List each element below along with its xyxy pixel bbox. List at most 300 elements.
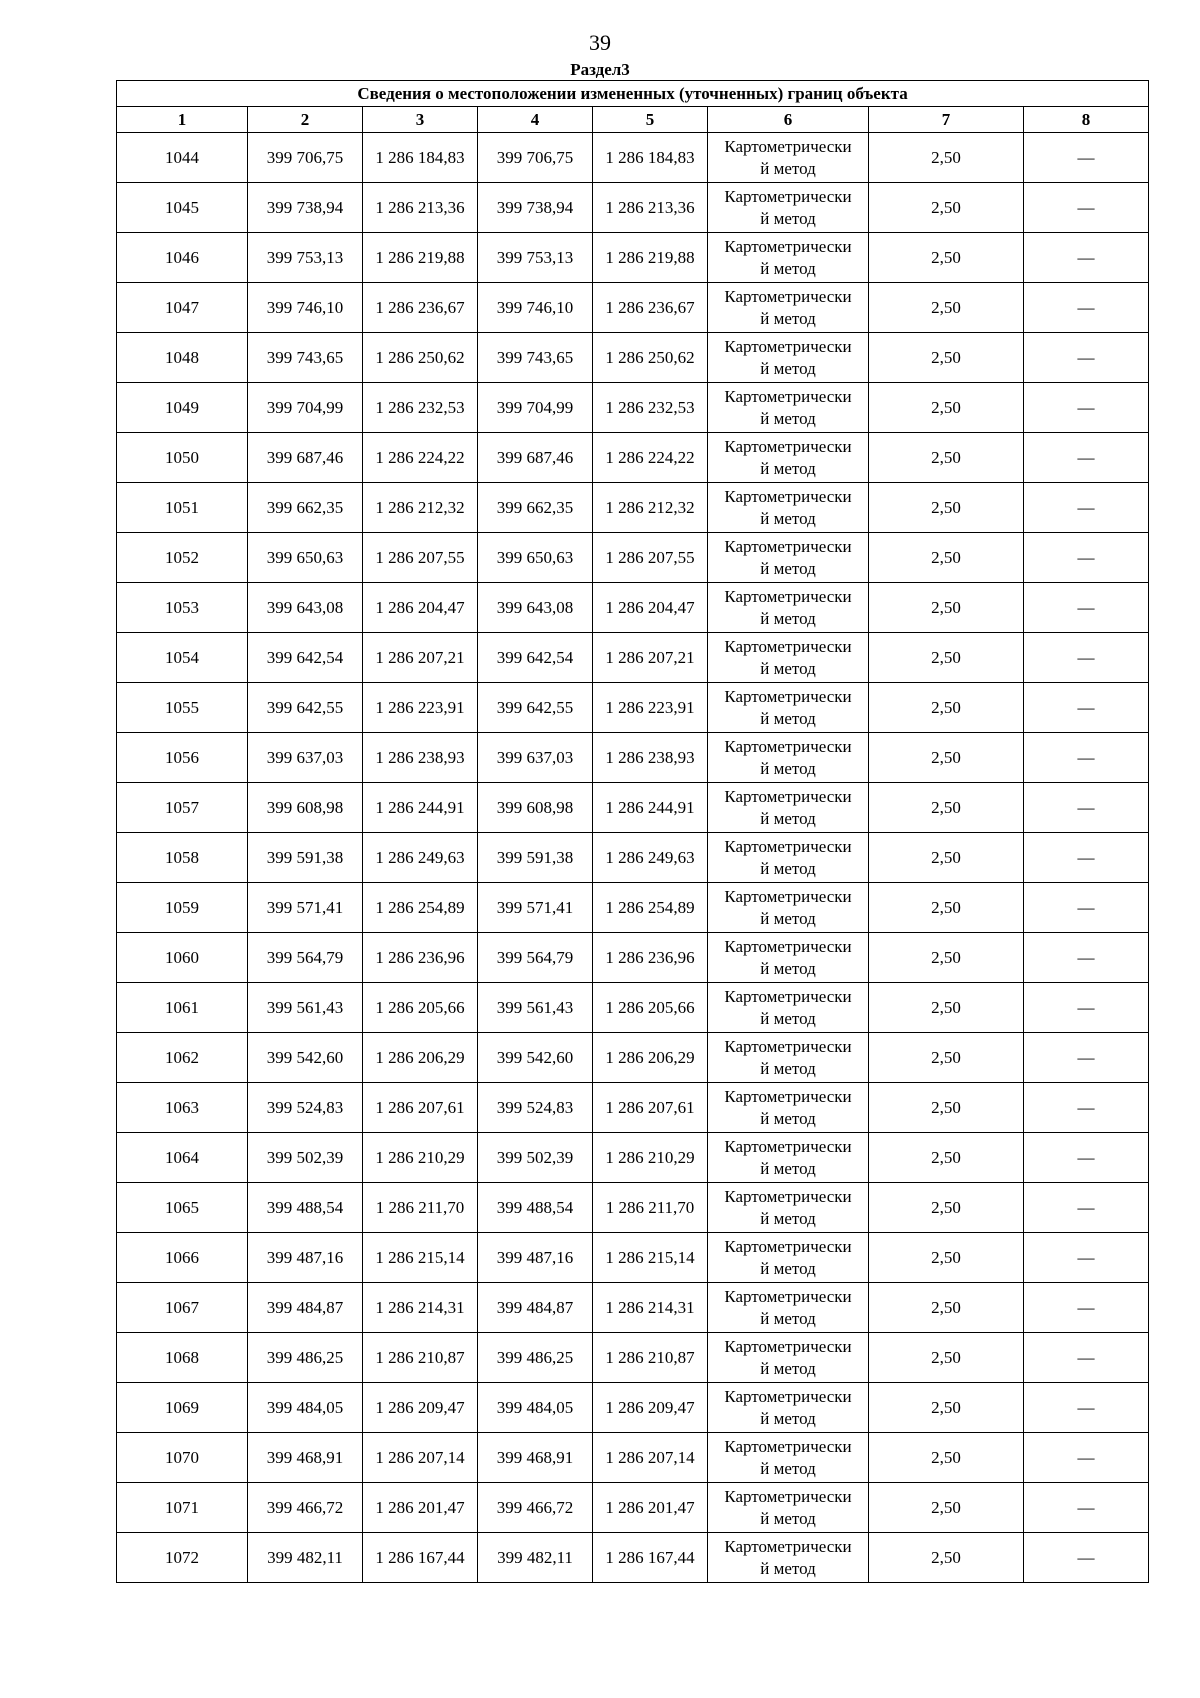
old-y-cell: 1 286 219,88 — [363, 233, 478, 283]
table-row — [117, 133, 1149, 183]
new-y-cell: 1 286 207,55 — [593, 533, 708, 583]
method-line: й метод — [760, 1508, 816, 1528]
old-x-cell: 399 608,98 — [248, 783, 363, 833]
description-cell: — — [1024, 883, 1149, 933]
accuracy-cell: 2,50 — [869, 183, 1024, 233]
new-x-cell: 399 488,54 — [478, 1183, 593, 1233]
new-x-cell: 399 468,91 — [478, 1433, 593, 1483]
point-number-cell: 1051 — [117, 483, 248, 533]
new-x-cell: 399 486,25 — [478, 1333, 593, 1383]
new-y-cell: 1 286 236,67 — [593, 283, 708, 333]
method-cell — [708, 1483, 869, 1533]
old-y-cell: 1 286 223,91 — [363, 683, 478, 733]
method-line: Картометрически — [724, 536, 852, 556]
table-row — [117, 583, 1149, 633]
new-x-cell: 399 743,65 — [478, 333, 593, 383]
description-cell: — — [1024, 1433, 1149, 1483]
old-y-cell: 1 286 250,62 — [363, 333, 478, 383]
old-x-cell: 399 542,60 — [248, 1033, 363, 1083]
table-row — [117, 1483, 1149, 1533]
method-cell — [708, 1183, 869, 1233]
old-y-cell: 1 286 207,14 — [363, 1433, 478, 1483]
method-line: й метод — [760, 1058, 816, 1078]
old-x-cell: 399 743,65 — [248, 333, 363, 383]
accuracy-cell: 2,50 — [869, 583, 1024, 633]
method-cell — [708, 883, 869, 933]
new-x-cell: 399 637,03 — [478, 733, 593, 783]
method-cell — [708, 283, 869, 333]
method-line: й метод — [760, 658, 816, 678]
old-y-cell: 1 286 207,61 — [363, 1083, 478, 1133]
old-x-cell: 399 487,16 — [248, 1233, 363, 1283]
method-line: Картометрически — [724, 786, 852, 806]
method-line: й метод — [760, 1208, 816, 1228]
new-y-cell: 1 286 207,21 — [593, 633, 708, 683]
method-line: Картометрически — [724, 736, 852, 756]
old-x-cell: 399 524,83 — [248, 1083, 363, 1133]
description-cell: — — [1024, 683, 1149, 733]
new-x-cell: 399 643,08 — [478, 583, 593, 633]
new-y-cell: 1 286 210,87 — [593, 1333, 708, 1383]
accuracy-cell: 2,50 — [869, 533, 1024, 583]
new-y-cell: 1 286 211,70 — [593, 1183, 708, 1233]
new-x-cell: 399 738,94 — [478, 183, 593, 233]
old-y-cell: 1 286 167,44 — [363, 1533, 478, 1583]
old-y-cell: 1 286 211,70 — [363, 1183, 478, 1233]
new-x-cell: 399 524,83 — [478, 1083, 593, 1133]
new-x-cell: 399 591,38 — [478, 833, 593, 883]
description-cell: — — [1024, 633, 1149, 683]
old-x-cell: 399 687,46 — [248, 433, 363, 483]
method-cell — [708, 983, 869, 1033]
accuracy-cell: 2,50 — [869, 983, 1024, 1033]
method-line: й метод — [760, 808, 816, 828]
table-row — [117, 1383, 1149, 1433]
method-cell — [708, 483, 869, 533]
accuracy-cell: 2,50 — [869, 1433, 1024, 1483]
method-line: й метод — [760, 1458, 816, 1478]
accuracy-cell: 2,50 — [869, 883, 1024, 933]
column-number: 5 — [593, 107, 708, 133]
old-x-cell: 399 466,72 — [248, 1483, 363, 1533]
new-y-cell: 1 286 219,88 — [593, 233, 708, 283]
old-y-cell: 1 286 210,29 — [363, 1133, 478, 1183]
description-cell: — — [1024, 1183, 1149, 1233]
page-number: 39 — [589, 30, 611, 55]
table-caption-row — [117, 81, 1149, 107]
new-y-cell: 1 286 184,83 — [593, 133, 708, 183]
description-cell: — — [1024, 483, 1149, 533]
description-cell: — — [1024, 1083, 1149, 1133]
point-number-cell: 1065 — [117, 1183, 248, 1233]
new-x-cell: 399 564,79 — [478, 933, 593, 983]
method-line: й метод — [760, 1158, 816, 1178]
method-cell — [708, 1533, 869, 1583]
point-number-cell: 1060 — [117, 933, 248, 983]
method-cell — [708, 833, 869, 883]
table-row — [117, 1333, 1149, 1383]
table-row — [117, 433, 1149, 483]
point-number-cell: 1064 — [117, 1133, 248, 1183]
old-y-cell: 1 286 212,32 — [363, 483, 478, 533]
method-line: й метод — [760, 558, 816, 578]
accuracy-cell: 2,50 — [869, 733, 1024, 783]
old-x-cell: 399 484,87 — [248, 1283, 363, 1333]
point-number-cell: 1046 — [117, 233, 248, 283]
table-row — [117, 1183, 1149, 1233]
method-line: Картометрически — [724, 936, 852, 956]
table-row — [117, 283, 1149, 333]
old-y-cell: 1 286 236,67 — [363, 283, 478, 333]
method-cell — [708, 1133, 869, 1183]
method-line: й метод — [760, 158, 816, 178]
table-row — [117, 1133, 1149, 1183]
method-cell — [708, 583, 869, 633]
point-number-cell: 1063 — [117, 1083, 248, 1133]
method-line: й метод — [760, 1008, 816, 1028]
method-line: й метод — [760, 1258, 816, 1278]
point-number-cell: 1053 — [117, 583, 248, 633]
column-number: 2 — [248, 107, 363, 133]
method-line: й метод — [760, 408, 816, 428]
description-cell: — — [1024, 1233, 1149, 1283]
point-number-cell: 1044 — [117, 133, 248, 183]
method-line: й метод — [760, 608, 816, 628]
method-line: Картометрически — [724, 186, 852, 206]
new-y-cell: 1 286 205,66 — [593, 983, 708, 1033]
method-line: Картометрически — [724, 136, 852, 156]
old-x-cell: 399 468,91 — [248, 1433, 363, 1483]
old-y-cell: 1 286 214,31 — [363, 1283, 478, 1333]
new-y-cell: 1 286 207,14 — [593, 1433, 708, 1483]
method-line: й метод — [760, 858, 816, 878]
table-row — [117, 883, 1149, 933]
new-y-cell: 1 286 244,91 — [593, 783, 708, 833]
new-x-cell: 399 542,60 — [478, 1033, 593, 1083]
table-row — [117, 333, 1149, 383]
old-x-cell: 399 561,43 — [248, 983, 363, 1033]
old-y-cell: 1 286 254,89 — [363, 883, 478, 933]
old-y-cell: 1 286 244,91 — [363, 783, 478, 833]
method-line: Картометрически — [724, 986, 852, 1006]
table-row — [117, 1033, 1149, 1083]
method-line: й метод — [760, 908, 816, 928]
table-row — [117, 933, 1149, 983]
old-x-cell: 399 746,10 — [248, 283, 363, 333]
old-y-cell: 1 286 201,47 — [363, 1483, 478, 1533]
description-cell: — — [1024, 283, 1149, 333]
point-number-cell: 1049 — [117, 383, 248, 433]
description-cell: — — [1024, 1333, 1149, 1383]
method-cell — [708, 183, 869, 233]
point-number-cell: 1067 — [117, 1283, 248, 1333]
method-cell — [708, 1383, 869, 1433]
method-cell — [708, 533, 869, 583]
new-x-cell: 399 650,63 — [478, 533, 593, 583]
method-line: й метод — [760, 208, 816, 228]
method-line: Картометрически — [724, 486, 852, 506]
method-line: й метод — [760, 1558, 816, 1578]
description-cell: — — [1024, 783, 1149, 833]
old-x-cell: 399 650,63 — [248, 533, 363, 583]
description-cell: — — [1024, 1033, 1149, 1083]
method-line: Картометрически — [724, 386, 852, 406]
accuracy-cell: 2,50 — [869, 683, 1024, 733]
new-y-cell: 1 286 224,22 — [593, 433, 708, 483]
point-number-cell: 1047 — [117, 283, 248, 333]
method-line: Картометрически — [724, 1486, 852, 1506]
method-cell — [708, 783, 869, 833]
new-y-cell: 1 286 204,47 — [593, 583, 708, 633]
method-cell — [708, 383, 869, 433]
accuracy-cell: 2,50 — [869, 1233, 1024, 1283]
accuracy-cell: 2,50 — [869, 933, 1024, 983]
method-line: Картометрически — [724, 1536, 852, 1556]
point-number-cell: 1057 — [117, 783, 248, 833]
accuracy-cell: 2,50 — [869, 283, 1024, 333]
method-cell — [708, 133, 869, 183]
new-y-cell: 1 286 214,31 — [593, 1283, 708, 1333]
new-x-cell: 399 687,46 — [478, 433, 593, 483]
method-line: Картометрически — [724, 436, 852, 456]
method-line: Картометрически — [724, 586, 852, 606]
new-y-cell: 1 286 167,44 — [593, 1533, 708, 1583]
method-cell — [708, 1433, 869, 1483]
method-line: й метод — [760, 258, 816, 278]
old-y-cell: 1 286 209,47 — [363, 1383, 478, 1433]
point-number-cell: 1056 — [117, 733, 248, 783]
accuracy-cell: 2,50 — [869, 783, 1024, 833]
old-y-cell: 1 286 249,63 — [363, 833, 478, 883]
old-x-cell: 399 738,94 — [248, 183, 363, 233]
point-number-cell: 1055 — [117, 683, 248, 733]
point-number-cell: 1045 — [117, 183, 248, 233]
method-line: Картометрически — [724, 1136, 852, 1156]
description-cell: — — [1024, 1133, 1149, 1183]
new-x-cell: 399 502,39 — [478, 1133, 593, 1183]
table-row — [117, 533, 1149, 583]
new-x-cell: 399 484,87 — [478, 1283, 593, 1333]
table-row — [117, 733, 1149, 783]
method-line: Картометрически — [724, 1386, 852, 1406]
old-y-cell: 1 286 210,87 — [363, 1333, 478, 1383]
old-x-cell: 399 502,39 — [248, 1133, 363, 1183]
old-x-cell: 399 642,55 — [248, 683, 363, 733]
description-cell: — — [1024, 1483, 1149, 1533]
new-y-cell: 1 286 201,47 — [593, 1483, 708, 1533]
new-x-cell: 399 482,11 — [478, 1533, 593, 1583]
column-number: 6 — [708, 107, 869, 133]
table-row — [117, 633, 1149, 683]
new-y-cell: 1 286 232,53 — [593, 383, 708, 433]
old-y-cell: 1 286 207,55 — [363, 533, 478, 583]
new-y-cell: 1 286 223,91 — [593, 683, 708, 733]
table-row — [117, 233, 1149, 283]
old-y-cell: 1 286 238,93 — [363, 733, 478, 783]
description-cell: — — [1024, 133, 1149, 183]
method-line: й метод — [760, 308, 816, 328]
new-x-cell: 399 561,43 — [478, 983, 593, 1033]
description-cell: — — [1024, 833, 1149, 883]
old-y-cell: 1 286 204,47 — [363, 583, 478, 633]
new-y-cell: 1 286 207,61 — [593, 1083, 708, 1133]
accuracy-cell: 2,50 — [869, 1083, 1024, 1133]
accuracy-cell: 2,50 — [869, 633, 1024, 683]
description-cell: — — [1024, 1533, 1149, 1583]
method-cell — [708, 1083, 869, 1133]
description-cell: — — [1024, 933, 1149, 983]
old-y-cell: 1 286 213,36 — [363, 183, 478, 233]
method-cell — [708, 1333, 869, 1383]
method-line: Картометрически — [724, 1286, 852, 1306]
new-x-cell: 399 746,10 — [478, 283, 593, 333]
column-number: 1 — [117, 107, 248, 133]
method-line: Картометрически — [724, 836, 852, 856]
point-number-cell: 1072 — [117, 1533, 248, 1583]
method-line: Картометрически — [724, 1436, 852, 1456]
method-cell — [708, 633, 869, 683]
table-caption: Сведения о местоположении измененных (уточненных) границ объекта — [117, 81, 1149, 107]
description-cell: — — [1024, 1283, 1149, 1333]
description-cell: — — [1024, 183, 1149, 233]
method-line: Картометрически — [724, 636, 852, 656]
new-y-cell: 1 286 215,14 — [593, 1233, 708, 1283]
old-x-cell: 399 486,25 — [248, 1333, 363, 1383]
point-number-cell: 1066 — [117, 1233, 248, 1283]
new-x-cell: 399 642,54 — [478, 633, 593, 683]
old-x-cell: 399 704,99 — [248, 383, 363, 433]
point-number-cell: 1061 — [117, 983, 248, 1033]
new-x-cell: 399 608,98 — [478, 783, 593, 833]
column-number-row — [117, 107, 1149, 133]
new-y-cell: 1 286 250,62 — [593, 333, 708, 383]
new-y-cell: 1 286 210,29 — [593, 1133, 708, 1183]
method-line: Картометрически — [724, 286, 852, 306]
old-x-cell: 399 488,54 — [248, 1183, 363, 1233]
method-line: й метод — [760, 958, 816, 978]
point-number-cell: 1048 — [117, 333, 248, 383]
table-row — [117, 1233, 1149, 1283]
new-y-cell: 1 286 209,47 — [593, 1383, 708, 1433]
method-line: й метод — [760, 508, 816, 528]
table-row — [117, 833, 1149, 883]
point-number-cell: 1068 — [117, 1333, 248, 1383]
coordinates-table — [116, 80, 1149, 1583]
accuracy-cell: 2,50 — [869, 1033, 1024, 1083]
method-line: й метод — [760, 708, 816, 728]
accuracy-cell: 2,50 — [869, 433, 1024, 483]
old-x-cell: 399 643,08 — [248, 583, 363, 633]
new-x-cell: 399 484,05 — [478, 1383, 593, 1433]
column-number: 3 — [363, 107, 478, 133]
method-line: Картометрически — [724, 1036, 852, 1056]
old-y-cell: 1 286 232,53 — [363, 383, 478, 433]
method-line: Картометрически — [724, 886, 852, 906]
old-x-cell: 399 591,38 — [248, 833, 363, 883]
method-cell — [708, 1233, 869, 1283]
new-x-cell: 399 642,55 — [478, 683, 593, 733]
old-x-cell: 399 564,79 — [248, 933, 363, 983]
new-y-cell: 1 286 238,93 — [593, 733, 708, 783]
table-row — [117, 1533, 1149, 1583]
method-cell — [708, 733, 869, 783]
method-line: й метод — [760, 358, 816, 378]
new-y-cell: 1 286 254,89 — [593, 883, 708, 933]
old-x-cell: 399 637,03 — [248, 733, 363, 783]
method-line: Картометрически — [724, 1186, 852, 1206]
table-row — [117, 483, 1149, 533]
new-x-cell: 399 466,72 — [478, 1483, 593, 1533]
old-x-cell: 399 662,35 — [248, 483, 363, 533]
method-line: й метод — [760, 1308, 816, 1328]
new-x-cell: 399 487,16 — [478, 1233, 593, 1283]
description-cell: — — [1024, 433, 1149, 483]
old-y-cell: 1 286 215,14 — [363, 1233, 478, 1283]
table-row — [117, 1083, 1149, 1133]
old-x-cell: 399 571,41 — [248, 883, 363, 933]
accuracy-cell: 2,50 — [869, 1183, 1024, 1233]
point-number-cell: 1059 — [117, 883, 248, 933]
new-x-cell: 399 753,13 — [478, 233, 593, 283]
old-y-cell: 1 286 205,66 — [363, 983, 478, 1033]
method-cell — [708, 933, 869, 983]
old-x-cell: 399 753,13 — [248, 233, 363, 283]
new-x-cell: 399 571,41 — [478, 883, 593, 933]
method-line: Картометрически — [724, 1336, 852, 1356]
new-y-cell: 1 286 249,63 — [593, 833, 708, 883]
method-line: й метод — [760, 758, 816, 778]
accuracy-cell: 2,50 — [869, 833, 1024, 883]
table-row — [117, 983, 1149, 1033]
description-cell: — — [1024, 983, 1149, 1033]
old-x-cell: 399 706,75 — [248, 133, 363, 183]
point-number-cell: 1058 — [117, 833, 248, 883]
description-cell: — — [1024, 533, 1149, 583]
method-line: Картометрически — [724, 236, 852, 256]
accuracy-cell: 2,50 — [869, 1483, 1024, 1533]
accuracy-cell: 2,50 — [869, 1133, 1024, 1183]
new-y-cell: 1 286 236,96 — [593, 933, 708, 983]
old-y-cell: 1 286 207,21 — [363, 633, 478, 683]
accuracy-cell: 2,50 — [869, 333, 1024, 383]
method-line: й метод — [760, 1108, 816, 1128]
column-number: 4 — [478, 107, 593, 133]
point-number-cell: 1052 — [117, 533, 248, 583]
column-number: 7 — [869, 107, 1024, 133]
old-y-cell: 1 286 184,83 — [363, 133, 478, 183]
new-y-cell: 1 286 206,29 — [593, 1033, 708, 1083]
method-line: й метод — [760, 1358, 816, 1378]
new-y-cell: 1 286 212,32 — [593, 483, 708, 533]
accuracy-cell: 2,50 — [869, 383, 1024, 433]
new-x-cell: 399 706,75 — [478, 133, 593, 183]
method-cell — [708, 333, 869, 383]
method-line: Картометрически — [724, 686, 852, 706]
old-y-cell: 1 286 206,29 — [363, 1033, 478, 1083]
table-row — [117, 383, 1149, 433]
accuracy-cell: 2,50 — [869, 1333, 1024, 1383]
section-title: Раздел3 — [570, 60, 630, 79]
point-number-cell: 1062 — [117, 1033, 248, 1083]
method-cell — [708, 433, 869, 483]
description-cell: — — [1024, 233, 1149, 283]
old-x-cell: 399 642,54 — [248, 633, 363, 683]
method-line: й метод — [760, 1408, 816, 1428]
description-cell: — — [1024, 383, 1149, 433]
old-y-cell: 1 286 236,96 — [363, 933, 478, 983]
method-line: Картометрически — [724, 1086, 852, 1106]
point-number-cell: 1050 — [117, 433, 248, 483]
